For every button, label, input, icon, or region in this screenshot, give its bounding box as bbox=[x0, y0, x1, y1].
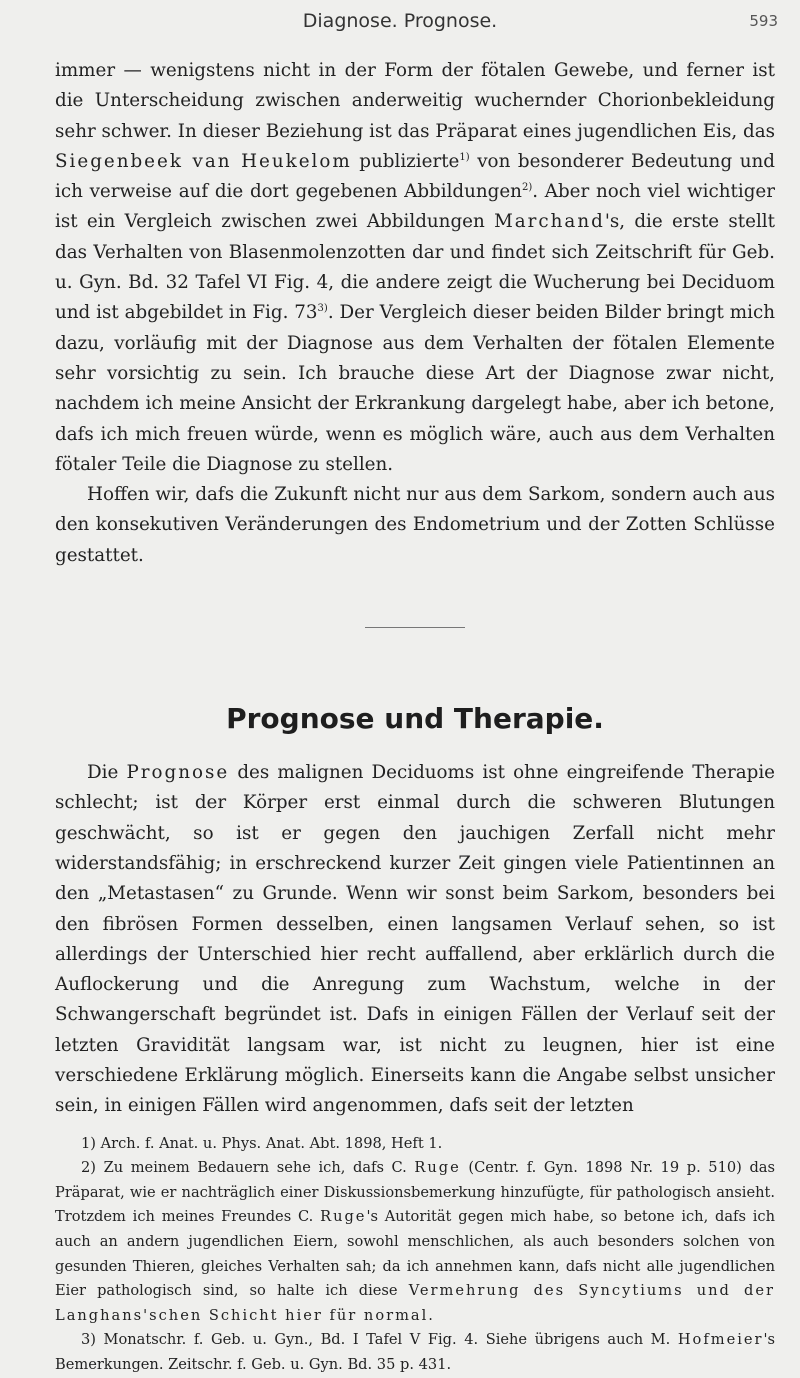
footnote-ref-3: 3) bbox=[317, 303, 328, 315]
text-run: Die bbox=[87, 762, 127, 784]
author-name-ruge: Ruge bbox=[320, 1208, 367, 1226]
text-run: 's Autorität gegen mich habe, so betone ich, dafs ich auch an andern jugendlichen Eiern, sowohl menschlichen, als auch besonders solchen von gesunden Thieren, gleiches Verhalten sah; da ich annehmen kann, dafs nicht alle jugendlichen Eier pathologisch sind, so halte ich diese bbox=[55, 1208, 775, 1300]
section-title: Prognose und Therapie. bbox=[226, 702, 604, 736]
footnote-2 bbox=[55, 1156, 775, 1328]
footnote-3 bbox=[55, 1328, 775, 1377]
section-divider bbox=[365, 627, 465, 628]
text-run: publizierte bbox=[351, 150, 460, 172]
running-title: Diagnose. Prognose. bbox=[302, 10, 498, 32]
text-run: . Der Vergleich dieser beiden Bilder bringt mich dazu, vorläufig mit der Diagnose aus dem Verhalten der fötalen Elemente sehr vorsichtig zu sein. Ich brauche diese Art der Diagnose zwar nicht, nachdem ich meine Ansicht der Erkrankung dargelegt habe, aber ich betone, dafs ich mich freuen würde, wenn es möglich wäre, auch aus dem Verhalten fötaler Teile die Diagnose zu stellen. bbox=[55, 302, 775, 475]
page-body bbox=[55, 56, 775, 1378]
paragraph-prognosis bbox=[55, 758, 775, 1122]
text-run: immer — wenigstens nicht in der Form der fötalen Gewebe, und ferner ist die Unterscheidung zwischen anderweitig wuchernder Chorionbekleidung sehr schwer. In dieser Beziehung ist das Präparat eines jugendlichen Eis, das bbox=[55, 60, 775, 142]
author-name-heukelom: Siegenbeek van Heukelom bbox=[55, 150, 352, 172]
page-number: 593 bbox=[749, 12, 778, 30]
text-run: (Centr. f. Gyn. 1898 Nr. 19 p. 510) das Präparat, wie er nachträglich einer Diskussionsbemerkung hinzufügte, für pathologisch ansieht. Trotzdem ich meines Freundes C. bbox=[55, 1159, 775, 1226]
footnote-ref-1: 1) bbox=[459, 151, 470, 163]
footnotes bbox=[55, 1132, 775, 1378]
author-name-ruge: Ruge bbox=[414, 1159, 461, 1177]
page-header bbox=[0, 10, 800, 40]
text-run: 's, die erste stellt das Verhalten von Blasenmolenzotten dar und findet sich Zeitschrift für Geb. u. Gyn. Bd. 32 Tafel VI Fig. 4, die andere zeigt die Wucherung bei Deciduom und ist abgebildet in Fig. 73 bbox=[55, 211, 776, 324]
author-name-marchand: Marchand bbox=[494, 211, 605, 233]
author-name-hofmeier: Hofmeier bbox=[677, 1331, 764, 1349]
text-run: von besonderer Bedeutung und ich verweise auf die dort gegebenen Abbildungen bbox=[55, 150, 775, 203]
text-run: . Aber noch viel wichtiger ist ein Vergleich zwischen zwei Abbildungen bbox=[55, 181, 775, 233]
paragraph-diagnosis bbox=[55, 56, 775, 480]
footnote-ref-2: 2) bbox=[521, 182, 533, 194]
text-run: 2) Zu meinem Bedauern sehe ich, dafs C. bbox=[81, 1159, 415, 1177]
emphasized-text: Vermehrung des Syncytiums und der Langhans'schen Schicht hier für normal. bbox=[55, 1282, 775, 1324]
text-run: des malignen Deciduoms ist ohne eingreifende Therapie schlecht; ist der Körper erst einmal durch die schweren Blutungen geschwächt, so ist er gegen den jauchigen Zerfall nicht mehr widerstandsfähig; in erschreckend kurzer Zeit gingen viele Patientinnen an den „Metastasen“ zu Grunde. Wenn wir sonst beim Sarkom, besonders bei den fibrösen Formen desselben, einen langsamen Verlauf sehen, so ist allerdings der Unterschied hier recht auffallend, aber erklärlich durch die Auflockerung und die Anregung zum Wachstum, welche in der Schwangerschaft begründet ist. Dafs in einigen Fällen der Verlauf seit der letzten Gravidität langsam war, ist nicht zu leugnen, hier ist eine verschiedene Erklärung möglich. Einerseits kann die Angabe selbst unsicher sein, in einigen Fällen wird angenommen, dafs seit der letzten bbox=[55, 762, 775, 1117]
text-run: 's Bemerkungen. Zeitschr. f. Geb. u. Gyn. Bd. 35 p. 431. bbox=[55, 1331, 775, 1373]
text-run: 3) Monatschr. f. Geb. u. Gyn., Bd. I Tafel V Fig. 4. Siehe übrigens auch M. bbox=[81, 1331, 678, 1349]
term-prognose: Prognose bbox=[126, 762, 230, 784]
paragraph-hope: Hoffen wir, dafs die Zukunft nicht nur aus dem Sarkom, sondern auch aus den konsekutiven Veränderungen des Endometrium und der Zotten Schlüsse gestattet. bbox=[55, 484, 775, 566]
footnote-1: 1) Arch. f. Anat. u. Phys. Anat. Abt. 1898, Heft 1. bbox=[81, 1134, 443, 1152]
